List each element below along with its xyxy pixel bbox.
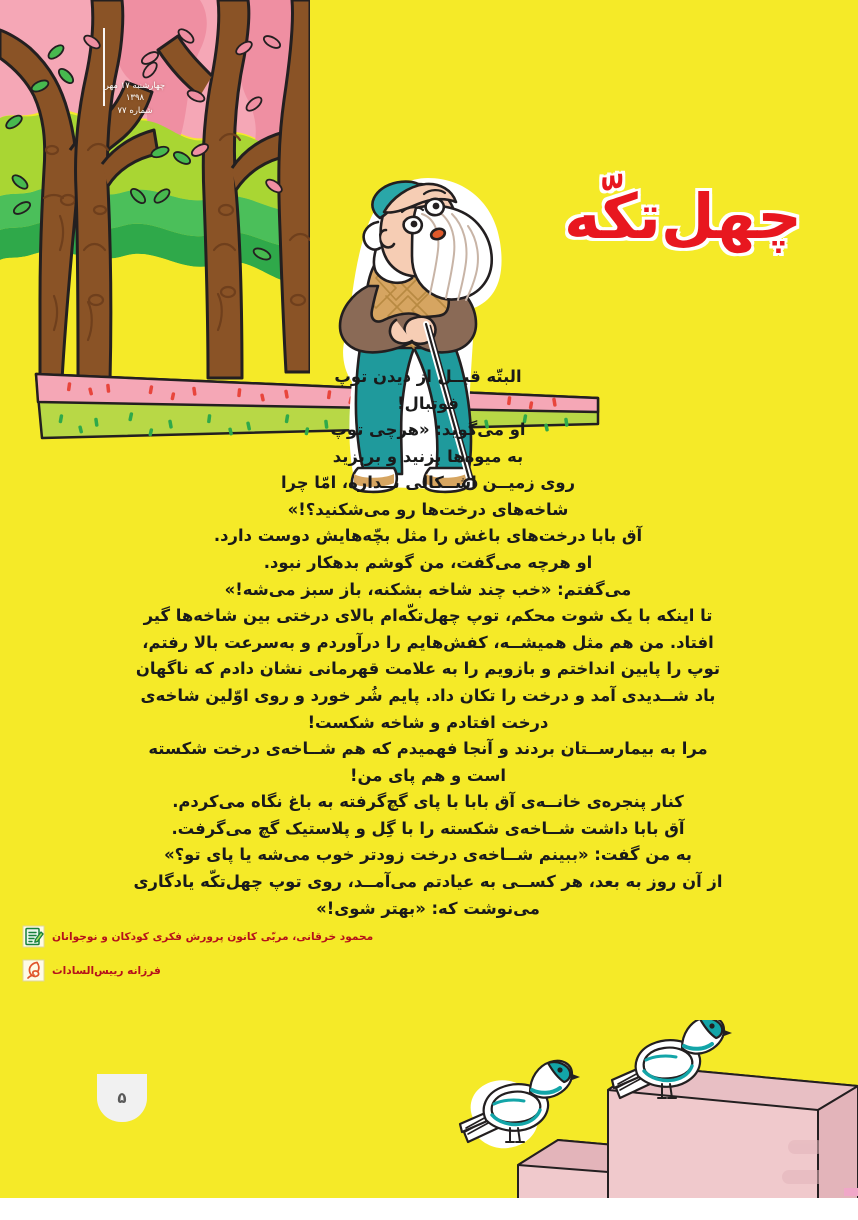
body-line: مرا به بیمارســتان بردند و آنجا فهمیدم که هم شــاخه‌ی درخت شکسته bbox=[148, 739, 708, 759]
body-line: به میوه‌ها بزنید و بریزید bbox=[332, 446, 524, 466]
body-line: او می‌گوید: «هرچی توپ bbox=[330, 420, 526, 440]
body-line: البتّه قبــل از دیدن توپ bbox=[334, 367, 522, 386]
masthead-issue-line: شماره ۷۷ bbox=[117, 105, 153, 116]
paintbrush-icon bbox=[22, 959, 45, 982]
body-line: باد شــدیدی آمد و درخت را تکان داد. پایم شُر خورد و روی اوّلین شاخه‌ی bbox=[140, 685, 716, 705]
masthead-date-line: چهارشنبه ۱۷ مهر ۱۳۹۸ bbox=[104, 81, 166, 104]
illustrator-credit-row bbox=[22, 959, 834, 982]
body-line: به من گفت: «ببینم شــاخه‌ی درخت زودتر خوب می‌شه یا پای تو؟» bbox=[164, 845, 692, 865]
author-credit-text: محمود خرقانی، مربّی کانون پرورش فکری کودکان و نوجوانان bbox=[52, 930, 374, 943]
body-line: شاخه‌های درخت‌ها رو می‌شکنید؟!» bbox=[287, 499, 569, 519]
credits-block bbox=[22, 925, 834, 993]
article-title: چهل‌تکّه bbox=[564, 180, 802, 253]
body-line: او هرچه می‌گفت، من گوشم بدهکار نبود. bbox=[263, 553, 593, 573]
body-line: است و هم پای من! bbox=[349, 765, 507, 785]
body-line: فوتبال! bbox=[397, 393, 459, 413]
article-body bbox=[22, 364, 834, 922]
body-line: روی زمیــن اشــکالی نــداره، امّا چرا bbox=[280, 473, 576, 493]
page-bottom-margin bbox=[0, 1198, 858, 1220]
body-line: توپ را پایین انداختم و بازویم را به علامت قهرمانی نشان دادم که ناگهان bbox=[135, 659, 721, 679]
pigeons-on-steps-illustration bbox=[458, 1020, 858, 1220]
body-line: کنار پنجره‌ی خانــه‌ی آق بابا با پای گچ‌گرفته به باغ نگاه می‌کردم. bbox=[172, 792, 684, 812]
masthead-date bbox=[96, 80, 174, 117]
page-edge-tab bbox=[844, 1188, 858, 1196]
page-number-badge bbox=[97, 1074, 147, 1122]
notepad-pencil-icon bbox=[22, 925, 45, 948]
body-line: افتاد. من هم مثل همیشــه، کفش‌هایم را درآوردم و به‌سرعت بالا رفتم، bbox=[142, 632, 714, 652]
article-title-container bbox=[564, 178, 858, 256]
page-number: ۵ bbox=[117, 1089, 127, 1107]
body-line: درخت افتادم و شاخه شکست! bbox=[307, 712, 549, 732]
body-line: آق بابا درخت‌های باغش را مثل بچّه‌هایش دوست دارد. bbox=[213, 526, 643, 546]
body-line: تا اینکه با یک شوت محکم، توپ چهل‌تکّه‌ام بالای درختی بین شاخه‌ها گیر bbox=[143, 606, 713, 626]
body-line: می‌نوشت که: «بهتر شوی!» bbox=[316, 898, 540, 918]
body-line: آق بابا داشت شــاخه‌ی شکسته را با گِل و پلاستیک گچ می‌گرفت. bbox=[171, 818, 685, 838]
illustrator-credit-text: فرزانه رییس‌السادات bbox=[52, 964, 161, 977]
body-line: می‌گفتم: «خب چند شاخه بشکنه، باز سبز می‌شه!» bbox=[224, 579, 632, 599]
body-line: از آن روز به بعد، هر کســی به عیادتم می‌آمــد، روی توپ چهل‌تکّه یادگاری bbox=[133, 871, 723, 891]
author-credit-row bbox=[22, 925, 834, 948]
